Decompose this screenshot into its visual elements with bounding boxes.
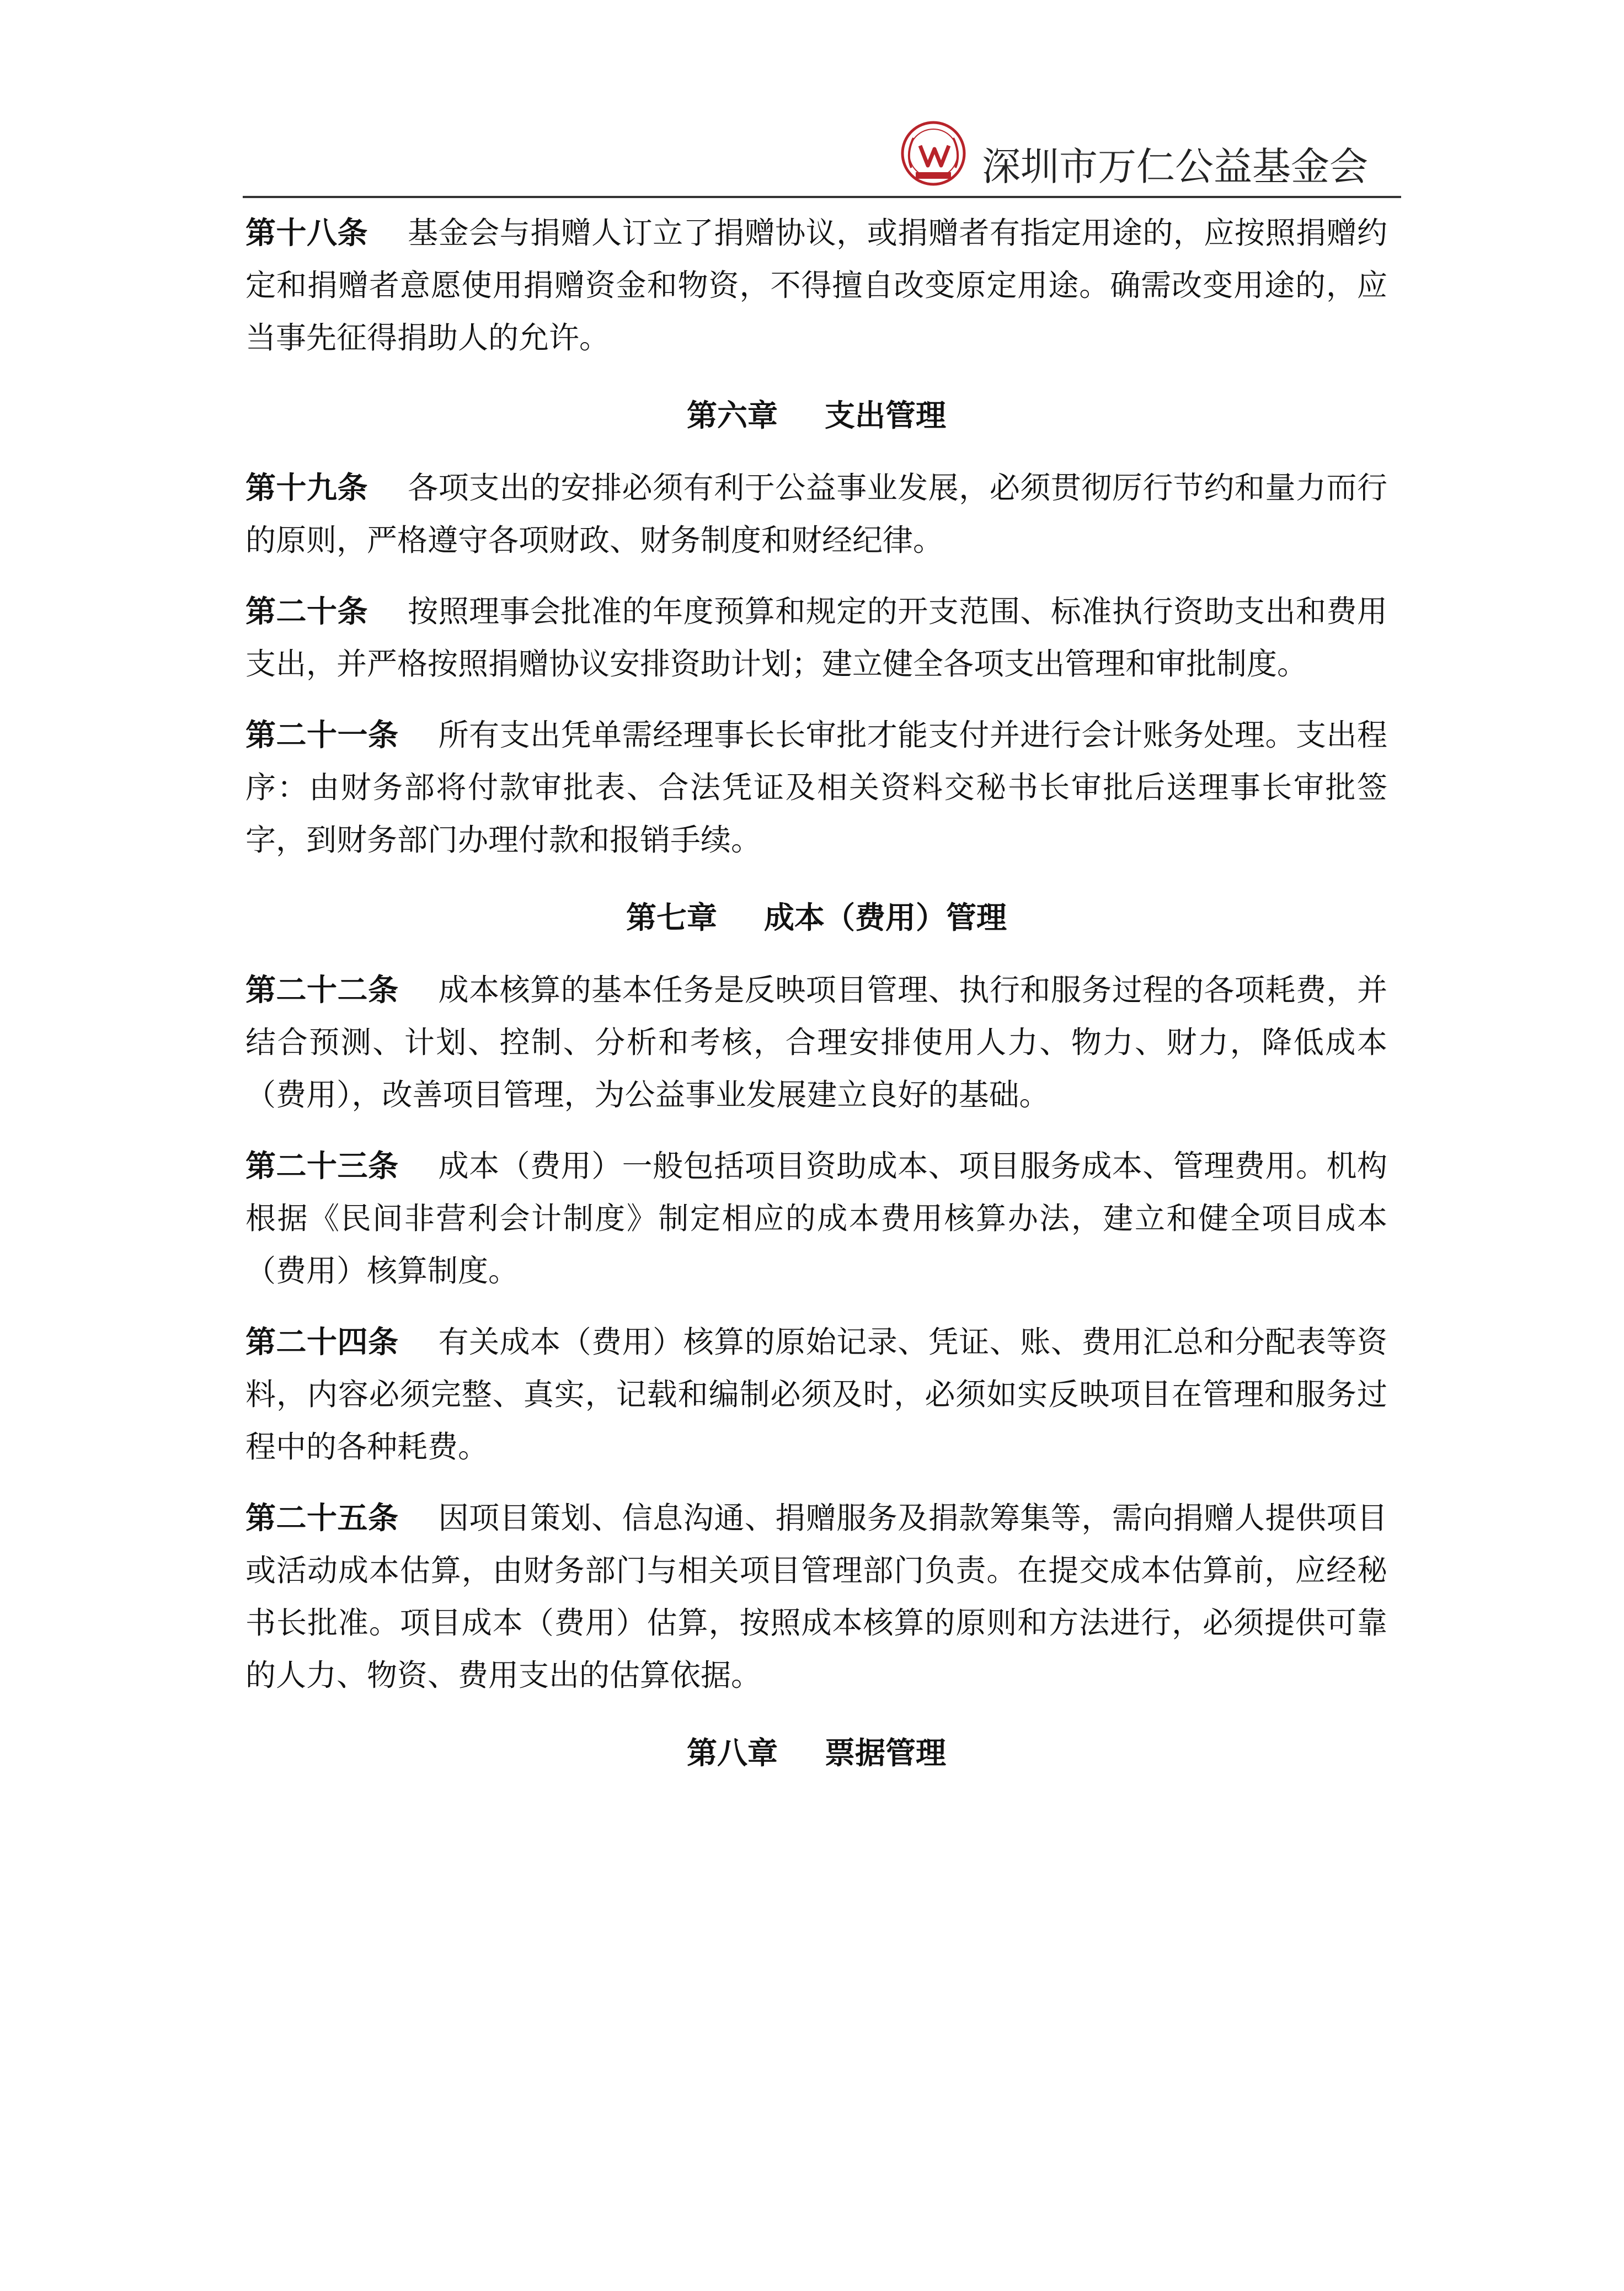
chapter-number: 第八章 — [686, 1735, 778, 1771]
chapter-8-heading — [245, 1727, 1387, 1779]
chapter-number: 第七章 — [626, 900, 717, 935]
article-number: 第十八条 — [245, 215, 368, 251]
article-21 — [245, 709, 1387, 866]
article-text: 有关成本（费用）核算的原始记录、凭证、账、费用汇总和分配表等资料，内容必须完整、真实，记载和编制必须及时，必须如实反映项目在管理和服务过程中的各种耗费。 — [245, 1324, 1387, 1464]
article-number: 第二十三条 — [245, 1148, 399, 1184]
header-divider — [243, 196, 1401, 198]
chapter-6-heading — [245, 390, 1387, 442]
article-19 — [245, 462, 1387, 567]
article-text: 基金会与捐赠人订立了捐赠协议，或捐赠者有指定用途的，应按照捐赠约定和捐赠者意愿使用捐赠资金和物资，不得擅自改变原定用途。确需改变用途的，应当事先征得捐助人的允许。 — [245, 215, 1387, 355]
article-24 — [245, 1316, 1387, 1473]
organization-name: 深圳市万仁公益基金会 — [982, 144, 1368, 189]
article-text: 所有支出凭单需经理事长长审批才能支付并进行会计账务处理。支出程序：由财务部将付款审批表、合法凭证及相关资料交秘书长审批后送理事长审批签字，到财务部门办理付款和报销手续。 — [245, 717, 1387, 857]
page-header — [243, 110, 1401, 199]
article-text: 因项目策划、信息沟通、捐赠服务及捐款筹集等，需向捐赠人提供项目或活动成本估算，由财务部门与相关项目管理部门负责。在提交成本估算前，应经秘书长批准。项目成本（费用）估算，按照成本核算的原则和方法进行，必须提供可靠的人力、物资、费用支出的估算依据。 — [245, 1500, 1387, 1693]
article-number: 第二十五条 — [245, 1500, 399, 1536]
chapter-title: 成本（费用）管理 — [764, 900, 1007, 935]
chapter-title: 票据管理 — [825, 1735, 947, 1771]
article-number: 第二十一条 — [245, 717, 399, 753]
article-number: 第二十四条 — [245, 1324, 399, 1360]
chapter-number: 第六章 — [686, 398, 778, 433]
article-text: 成本核算的基本任务是反映项目管理、执行和服务过程的各项耗费，并结合预测、计划、控制、分析和考核，合理安排使用人力、物力、财力，降低成本（费用），改善项目管理，为公益事业发展建立良好的基础。 — [245, 972, 1387, 1112]
article-20 — [245, 585, 1387, 690]
article-number: 第二十二条 — [245, 972, 399, 1008]
article-number: 第二十条 — [245, 594, 368, 629]
wanren-foundation-logo-icon — [895, 115, 972, 192]
article-text: 各项支出的安排必须有利于公益事业发展，必须贯彻厉行节约和量力而行的原则，严格遵守各项财政、财务制度和财经纪律。 — [245, 470, 1387, 558]
article-22 — [245, 964, 1387, 1121]
chapter-7-heading — [245, 892, 1387, 944]
document-body — [245, 207, 1387, 1799]
article-number: 第十九条 — [245, 470, 368, 505]
article-text: 按照理事会批准的年度预算和规定的开支范围、标准执行资助支出和费用支出，并严格按照捐赠协议安排资助计划；建立健全各项支出管理和审批制度。 — [245, 594, 1387, 681]
article-25 — [245, 1492, 1387, 1702]
article-18 — [245, 207, 1387, 364]
article-text: 成本（费用）一般包括项目资助成本、项目服务成本、管理费用。机构根据《民间非营利会计制度》制定相应的成本费用核算办法，建立和健全项目成本（费用）核算制度。 — [245, 1148, 1387, 1288]
article-23 — [245, 1140, 1387, 1297]
chapter-title: 支出管理 — [825, 398, 947, 433]
